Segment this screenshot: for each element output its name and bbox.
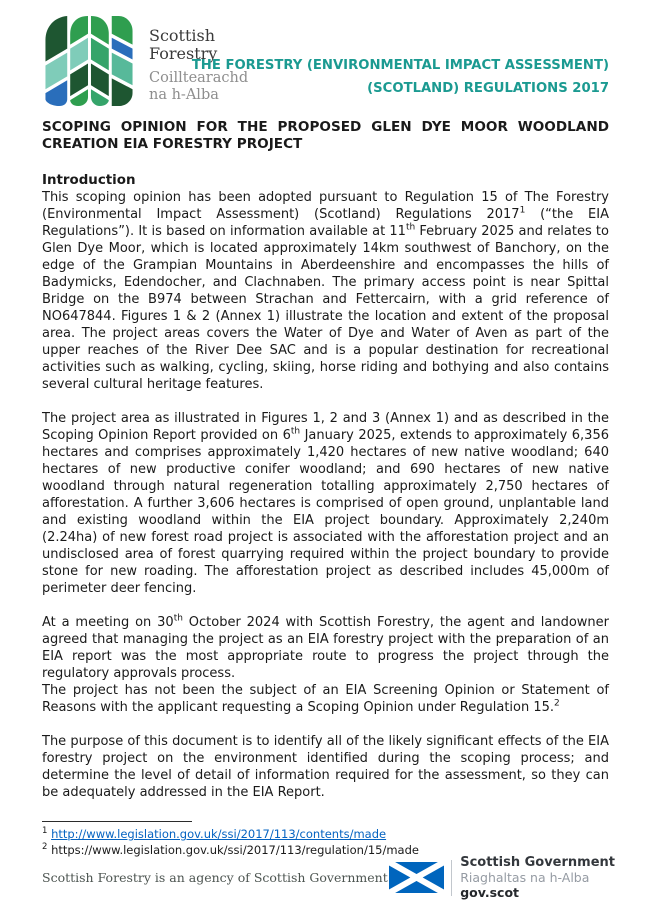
section-heading-introduction: Introduction bbox=[42, 173, 136, 188]
forestry-leaf-icon bbox=[42, 14, 136, 108]
gaelic-name-line1: Coilltearachd bbox=[149, 70, 249, 86]
footnote-link[interactable]: http://www.legislation.gov.uk/ssi/2017/113/contents/made bbox=[51, 827, 387, 841]
regulations-title bbox=[192, 54, 609, 100]
regulations-title-line2: (SCOTLAND) REGULATIONS 2017 bbox=[367, 81, 609, 96]
footnotes-list bbox=[42, 827, 419, 858]
agency-statement: Scottish Forestry is an agency of Scottish Government bbox=[42, 870, 388, 885]
regulations-title-line1: THE FORESTRY (ENVIRONMENTAL IMPACT ASSESSMENT) bbox=[191, 58, 609, 73]
document-title-line2: CREATION EIA FORESTRY PROJECT bbox=[42, 136, 303, 152]
paragraph: This scoping opinion has been adopted pursuant to Regulation 15 of The Forestry (Environmental Impact Assessment) (Scotland) Regulations 2017$^1$ (“the EIA Regulations”). It is based on information available at 11th February 2025 and relates to Glen Dye Moor, which is located approximately 14km southwest of Banchory, on the edge of the Grampian Mountains in Aberdeenshire and encompasses the hills of Badymicks, Edendocher, and Clachnaben. The primary access point is near Spittal Bridge on the B974 between Strachan and Fettercairn, with a grid reference of NO647844. Figures 1 & 2 (Annex 1) illustrate the location and extent of the proposal area. The project areas covers the Water of Dye and Water of Aven as part of the upper reaches of the River Dee SAC and is a popular destination for recreational activities such as walking, cycling, skiing, horse riding and bothying and also contains several cultural heritage features. bbox=[42, 190, 609, 392]
footnote-divider bbox=[42, 821, 192, 822]
footnote-marker: 1 bbox=[42, 826, 48, 837]
footnote-marker: 2 bbox=[42, 841, 48, 852]
document-title-line1: SCOPING OPINION FOR THE PROPOSED GLEN DYE MOOR WOODLAND bbox=[42, 119, 609, 135]
footnote bbox=[42, 827, 419, 843]
paragraph: The project has not been the subject of an EIA Screening Opinion or Statement of Reasons with the applicant requesting a Scoping Opinion under Regulation 15.$^2$ bbox=[42, 683, 609, 715]
footnotes bbox=[42, 821, 419, 858]
gov-name: Scottish Government bbox=[460, 855, 615, 870]
document-title bbox=[42, 119, 609, 153]
document-paragraphs bbox=[42, 189, 609, 801]
page-footer bbox=[42, 855, 615, 900]
paragraph: The project area as illustrated in Figures 1, 2 and 3 (Annex 1) and as described in the Scoping Opinion Report provided on 6th January 2025, extends to approximately 6,356 hectares and comprises approximately 1,420 hectares of new native woodland; 640 hectares of new productive conifer woodland; and 690 hectares of new native woodland through natural regeneration totalling approximately 2,750 hectares of afforestation. A further 3,606 hectares is comprised of open ground, unplantable land and existing woodland within the EIA project boundary. Approximately 2,240m (2.24ha) of new forest road project is associated with the afforestation project and an undisclosed area of forest quarrying required within the project boundary to provide stone for new roading. The afforestation project as described includes 45,000m of perimeter deer fencing. bbox=[42, 411, 609, 596]
gov-gaelic-name: Riaghaltas na h-Alba bbox=[460, 870, 590, 885]
document-content bbox=[42, 119, 609, 801]
footnote-text: https://www.legislation.gov.uk/ssi/2017/113/regulation/15/made bbox=[51, 842, 419, 857]
org-name-line2: Forestry bbox=[149, 44, 218, 63]
scottish-government-logo bbox=[389, 855, 615, 900]
saltire-flag-icon bbox=[389, 862, 444, 893]
page-header bbox=[42, 14, 609, 108]
org-name-line1: Scottish bbox=[149, 26, 216, 45]
paragraph: The purpose of this document is to identify all of the likely significant effects of the EIA forestry project on the environment identified during the scoping process; and determine the level of detail of information required for the assessment, so they can be adequately addressed in the EIA Report. bbox=[42, 734, 609, 800]
logo-divider bbox=[451, 860, 452, 896]
gaelic-name-line2: na h-Alba bbox=[149, 87, 219, 103]
gov-url: gov.scot bbox=[460, 885, 520, 900]
paragraph: At a meeting on 30th October 2024 with Scottish Forestry, the agent and landowner agreed that managing the project as an EIA forestry project with the preparation of an EIA report was the most appropriate route to progress the project through the regulatory approvals process. bbox=[42, 613, 609, 681]
